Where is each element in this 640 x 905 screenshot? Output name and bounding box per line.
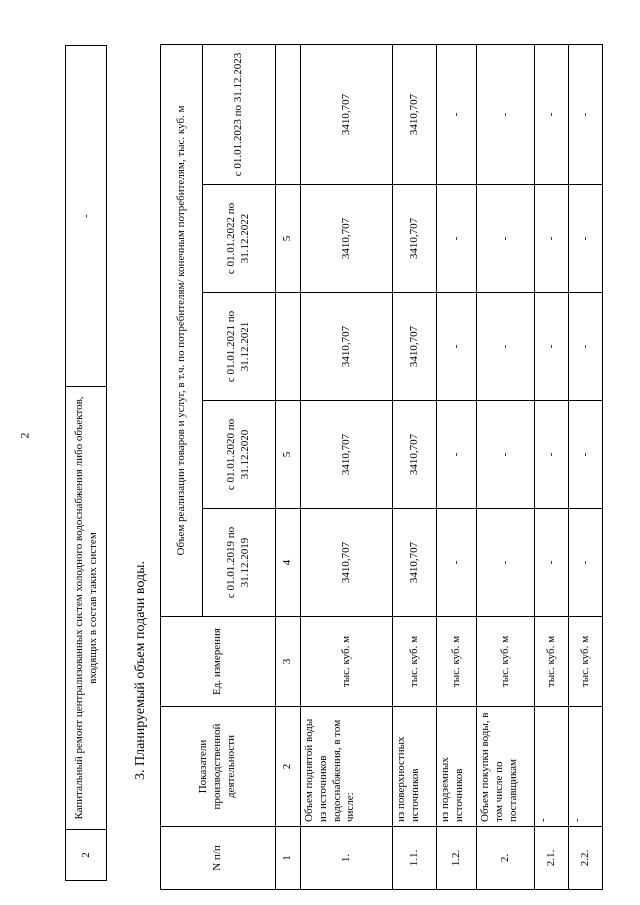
header-volume-group: Объем реализации товаров и услуг, в т.ч. по потребителям/ конечным потребителям, тыс. куб. м (161, 44, 203, 616)
row-name: - (535, 707, 569, 827)
row-value: - (569, 293, 603, 401)
header-period-2023: с 01.01.2023 по 31.12.2023 (203, 44, 276, 184)
index-cell (276, 44, 301, 184)
row-value: - (569, 401, 603, 509)
row-value: 3410,707 (393, 44, 437, 184)
table-row (535, 44, 569, 889)
row-value: - (477, 185, 535, 293)
row-unit: тыс. куб. м (569, 617, 603, 707)
row-num: 1.1. (393, 827, 437, 890)
table-row (569, 44, 603, 889)
row-value: 3410,707 (301, 44, 393, 184)
row-value: 3410,707 (393, 401, 437, 509)
row-unit: тыс. куб. м (437, 617, 477, 707)
row-name: из подземных источников (437, 707, 477, 827)
water-supply-table (160, 44, 603, 890)
row-value: - (477, 44, 535, 184)
row-num: 2.2. (569, 827, 603, 890)
index-cell: 4 (276, 509, 301, 617)
page-number: 2 (17, 432, 32, 439)
row-value: 3410,707 (393, 185, 437, 293)
header-period-2021: с 01.01.2021 по 31.12.2021 (203, 293, 276, 401)
capital-repair-row (65, 45, 107, 881)
row-value: - (535, 185, 569, 293)
header-indicator: Показатели производственной деятельности (161, 707, 276, 827)
row-value: - (477, 401, 535, 509)
row-value: 3410,707 (301, 185, 393, 293)
row-num: 1. (301, 827, 393, 890)
row-value: - (437, 401, 477, 509)
row-value: - (569, 44, 603, 184)
capital-repair-table (65, 45, 107, 881)
row-value: - (535, 401, 569, 509)
row-value: - (80, 214, 92, 218)
header-unit: Ед. измерения (161, 617, 276, 707)
header-period-2020: с 01.01.2020 по 31.12.2020 (203, 401, 276, 509)
row-unit: тыс. куб. м (301, 617, 393, 707)
row-num: 1.2. (437, 827, 477, 890)
header-period-2019: с 01.01.2019 по 31.12.2019 (203, 509, 276, 617)
row-unit: тыс. куб. м (393, 617, 437, 707)
row-value: - (437, 509, 477, 617)
row-name: Объем поднятой воды из источников водоснабжения, в том числе: (301, 707, 393, 827)
row-num: 2. (477, 827, 535, 890)
index-cell: 1 (276, 827, 301, 890)
table-row (437, 44, 477, 889)
row-value: - (477, 293, 535, 401)
index-cell: 2 (276, 707, 301, 827)
section-heading-text: 3. Планируемый объем подачи воды. (133, 560, 148, 780)
row-value: - (437, 185, 477, 293)
row-value: - (535, 293, 569, 401)
row-number: 2 (66, 829, 106, 880)
table-row (393, 44, 437, 889)
table-row (477, 44, 535, 889)
row-value: 3410,707 (301, 401, 393, 509)
row-value: - (569, 185, 603, 293)
index-row (276, 44, 301, 889)
row-unit: тыс. куб. м (477, 617, 535, 707)
table-row (301, 44, 393, 889)
index-cell: 3 (276, 617, 301, 707)
row-num: 2.1. (535, 827, 569, 890)
row-value: 3410,707 (393, 293, 437, 401)
header-row-1 (161, 44, 203, 889)
row-value: - (535, 44, 569, 184)
index-cell: 5 (276, 401, 301, 509)
row-name: - (569, 707, 603, 827)
row-value: - (437, 44, 477, 184)
header-num: N п/п (161, 827, 276, 890)
row-value: 3410,707 (393, 509, 437, 617)
row-value: - (569, 509, 603, 617)
index-cell: 5 (276, 185, 301, 293)
row-name: из поверхностных источников (393, 707, 437, 827)
row-value: - (477, 509, 535, 617)
row-description: Капитальный ремонт централизованных систем холодного водоснабжения либо объектов, входящих в состав таких систем (66, 386, 106, 829)
water-supply-table-wrapper (160, 45, 603, 890)
row-value: - (535, 509, 569, 617)
row-value: - (437, 293, 477, 401)
row-value: 3410,707 (301, 509, 393, 617)
index-cell (276, 293, 301, 401)
row-name: Объем покупки воды, в том числе по поставщикам (477, 707, 535, 827)
row-value: 3410,707 (301, 293, 393, 401)
row-unit: тыс. куб. м (535, 617, 569, 707)
header-period-2022: с 01.01.2022 по 31.12.2022 (203, 185, 276, 293)
